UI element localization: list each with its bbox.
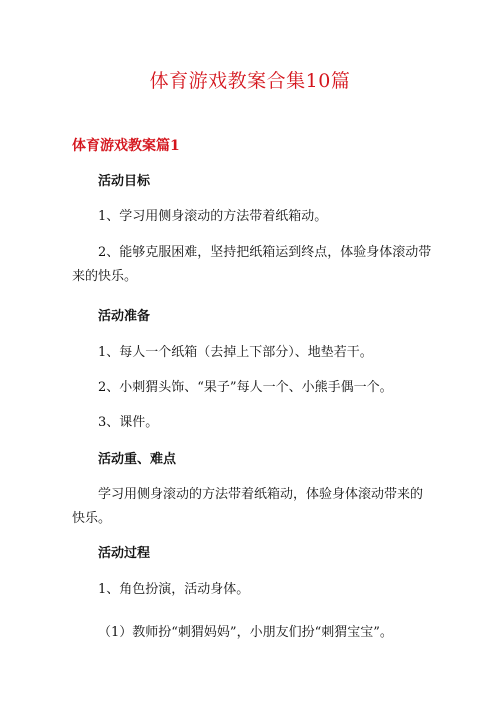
heading-activity-prep: 活动准备 [98,309,151,324]
heading-key-points: 活动重、难点 [98,452,177,467]
paragraph-key-points: 学习用侧身滚动的方法带着纸箱动，体验身体滚动带来的快乐。 [72,487,424,526]
paragraph-process-1: 1、角色扮演，活动身体。 [98,582,250,597]
heading-activity-process: 活动过程 [98,546,151,561]
paragraph-prep-3: 3、课件。 [98,415,159,430]
section-title: 体育游戏教案篇1 [72,138,180,154]
paragraph-process-2: （1）教师扮“刺猬妈妈”，小朋友们扮“刺猬宝宝”。 [98,625,393,640]
document-title: 体育游戏教案合集10篇 [149,70,351,92]
paragraph-goal-2: 2、能够克服困难，坚持把纸箱运到终点，体验身体滚动带来的快乐。 [72,245,432,284]
paragraph-prep-2: 2、小刺猬头饰、“果子”每人一个、小熊手偶一个。 [98,380,393,395]
heading-activity-goals: 活动目标 [98,174,151,189]
paragraph-prep-1: 1、每人一个纸箱（去掉上下部分）、地垫若干。 [98,345,373,360]
paragraph-goal-1: 1、学习用侧身滚动的方法带着纸箱动。 [98,209,328,224]
